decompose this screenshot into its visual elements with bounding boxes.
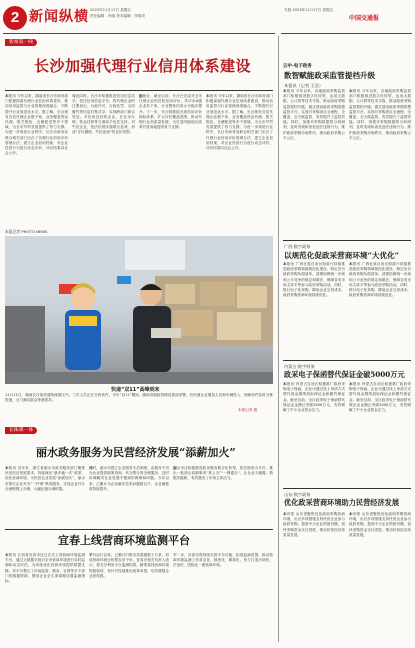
right-item-2-sub: 广西·数字政务: [284, 244, 311, 249]
lead-column-4: 本报讯 今年以来，湖南省长沙市商务部门积极探索代理行业信用体系建设，推动信用监管与行业管理深度融合，不断提升行业规范化水平。据了解，长沙现有各类代理企业数千家，业务覆盖货运代理、报关报检、仓储配送等多个领域，为全市外贸发展提供了有力支撑。为进一步规范行业秩序，长沙市商务局联合相关部门出台了代理行业信用评价管理办法，建立企业信用档案，对企业经营行为进行动态评价，评价结果向社会公开。: [206, 94, 273, 151]
page-number-badge: 2: [3, 6, 27, 30]
story3-headline: 宜春上线营商环境监测平台: [58, 534, 190, 547]
right-item-3-headline: 政采电子保函替代保证金破5000万元: [284, 370, 405, 379]
photo-credit: 本报记者 PHOTO NEWS: [5, 229, 48, 234]
right-item-1-sub: 本报讯（记者 王浩）: [284, 83, 324, 88]
right-item-4-col-1: 本讯报 山东省聚焦优化政府采购营商环境，出台多项措施支持民营企业参与政府采购，提高中小企业预留份额，加快采购资金支付进度，推动民营经济高质量发展。: [283, 512, 345, 537]
photo-caption-credit: 本报记者 摄: [238, 408, 258, 412]
photo-caption: 11月11日，湖南长沙某快递物流园区内，工作人员正在分拣快件。今年“双11”期间，湖南省邮政管理局提前部署，各快递企业增加人员和车辆投入，保障快件及时分拣投递，全力满足群众寄递需求。: [5, 393, 273, 402]
right-item-4-headline: 优化政采营商环境助力民营经济发展: [284, 498, 400, 507]
story2-headline: 丽水政务服务为民营经济发展“添薪加火”: [36, 446, 236, 459]
story2-rule: [5, 529, 273, 530]
right-rule-2: [283, 360, 411, 361]
story3-column-1: 本报讯 江西省宜春市近日正式上线营商环境监测平台，通过大数据手段对全市营商环境进行实时监测和动态评估，为持续优化营商环境提供数据支撑。该平台整合了市场监管、税务、社保等多个部门的数据资源，围绕企业全生命周期设置监测指标。: [5, 553, 85, 584]
story2-column-1: 本报讯 近年来，浙江省丽水市政务服务部门聚焦民营经济发展需求，持续深化“最多跑一次”改革，优化营商环境，为民营企业发展“添薪加火”。丽水市推行企业开办“一件事”集成服务，实现企业开办全流程网上办理，大幅压缩办理时限。: [5, 466, 85, 491]
right-item-2-headline: 以规范化促政采营商环境“大优化”: [284, 251, 400, 260]
right-header-rule: [281, 33, 412, 34]
right-rule-3: [283, 488, 411, 489]
right-item-3-col-1: 本报讯 内蒙古自治区积极推广政府采购电子保函，企业可通过线上申请方式替代现金缴纳投标保证金和履约保证金。截至目前，全区政采电子保函替代保证金金额已突破5000万元，有效缓解了中小企业资金压力。: [283, 382, 345, 413]
story2-column-3: 丽水市还积极推进政务服务数字化转型，依托浙里办平台，推出一批涉企高频事项“掌上办”“一网通办”，让企业少跑腿、数据多跑路，有效激发了市场主体活力。: [173, 466, 273, 481]
right-item-1-headline: 数智赋能政采监管提档升级: [284, 71, 376, 80]
section-title: 新闻纵横: [29, 9, 89, 25]
right-item-3-sub: 内蒙古·数字财务: [284, 364, 315, 369]
date-line: 2023年11月17日 星期五: [90, 8, 131, 12]
column-divider: [278, 36, 279, 642]
lead-story-tag: 新闻第一线: [5, 39, 37, 46]
right-paper-name: 中国交通报: [349, 15, 380, 22]
editor-line: 责任编辑：肖晓 美术编辑：李明亮: [90, 14, 146, 18]
right-item-1-col-2: 本报讯 今年以来，各地政府采购监管部门积极推进数字化转型，运用大数据、云计算等技术手段，推动政府采购监管提档升级。通过建设政府采购智慧监管平台，实现对采购项目全流程、全覆盖、全天候监管，有效提升了监管效能。同时，加强对采购数据的分析研判，及时发现和查处违法违规行为，维护政府采购市场秩序，推动政府采购公平公正。: [349, 89, 411, 140]
right-item-2-col-2: 本报讯 广西壮族自治区财政厅持续推进政府采购领域规范化建设，制定出台政府采购负面清单，清理妨碍统一市场和公平竞争的规定和做法，保障各类市场主体平等参与政府采购活动。同时，推行电子化采购，降低企业交易成本，政府采购营商环境持续优化。: [349, 262, 411, 298]
right-item-4-col-2: 本讯报 山东省聚焦优化政府采购营商环境，出台多项措施支持民营企业参与政府采购，提高中小企业预留份额，加快采购资金支付进度，推动民营经济高质量发展。: [349, 512, 411, 537]
lead-column-2: 与此同时，长沙市积极推进信用信息共享，依托信用信息平台，将代理企业的注册登记、行政许可、行政处罚、合同履约等信息归集共享，实现跨部门联合奖惩。对信用良好的企业，在业务办理、资金扶持等方面给予优先支持；对失信企业，依法依规实施联合惩戒，形成“守信激励、失信惩戒”的良好氛围。: [72, 94, 135, 135]
story3-column-3: 下一步，宜春市将持续完善平台功能，拓展监测范围，推动营商环境监测工作常态化、制度化、精准化，努力打造市场化、法治化、国际化一流营商环境。: [173, 553, 273, 568]
right-item-1-col-1: 本报讯 今年以来，各地政府采购监管部门积极推进数字化转型，运用大数据、云计算等技术手段，推动政府采购监管提档升级。通过建设政府采购智慧监管平台，实现对采购项目全流程、全覆盖、全天候监管，有效提升了监管效能。同时，加强对采购数据的分析研判，及时发现和查处违法违规行为，维护政府采购市场秩序，推动政府采购公平公正。: [283, 89, 345, 140]
right-item-2-col-1: 本报讯 广西壮族自治区财政厅持续推进政府采购领域规范化建设，制定出台政府采购负面清单，清理妨碍统一市场和公平竞争的规定和做法，保障各类市场主体平等参与政府采购活动。同时，推行电子化采购，降低企业交易成本，政府采购营商环境持续优化。: [283, 262, 345, 298]
right-item-3-col-2: 本报讯 内蒙古自治区积极推广政府采购电子保函，企业可通过线上申请方式替代现金缴纳投标保证金和履约保证金。截至目前，全区政采电子保函替代保证金金额已突破5000万元，有效缓解了中小企业资金压力。: [349, 382, 411, 413]
right-item-4-sub: 山东·数字政务: [284, 492, 311, 497]
news-photo: [5, 236, 273, 384]
lead-rule: [5, 90, 273, 91]
right-edition-line: 专版 2023年11月17日 星期五: [284, 8, 334, 12]
photo-illustration: [5, 236, 273, 384]
lead-headline: 长沙加强代理行业信用体系建设: [34, 57, 252, 75]
right-section-tag: 云中·电子政务: [283, 64, 312, 69]
photo-caption-title: 快递“双11”高峰到来: [111, 387, 160, 393]
story2-column-2: 同时，丽水市建立企业服务专员制度，由服务专员为企业提供政策咨询、代办帮办等全程服务，及时协调解决企业发展中遇到的困难和问题。今年以来，已累计为企业解决各类问题数百个，企业满意度持续提升。: [89, 466, 169, 491]
lead-column-1: 本报讯 今年以来，湖南省长沙市商务部门积极探索代理行业信用体系建设，推动信用监管与行业管理深度融合，不断提升行业规范化水平。据了解，长沙现有各类代理企业数千家，业务覆盖货运代理、报关报检、仓储配送等多个领域，为全市外贸发展提供了有力支撑。为进一步规范行业秩序，长沙市商务局联合相关部门出台了代理行业信用评价管理办法，建立企业信用档案，对企业经营行为进行动态评价，评价结果向社会公开。: [5, 94, 68, 156]
story3-column-2: 平台运行以来，已累计归集各类数据数十万条，形成营商环境分析报告若干份。宜春市相关负责人表示，将充分利用平台监测结果，精准查找营商环境短板弱项，有针对性地推出改革举措，切实增强企业获得感。: [89, 553, 169, 578]
lead-column-3: 据统计，截至目前，长沙已完成对全市代理企业的首轮信用评价，共评出A级企业若干家，行业整体信用水平稳步提升。下一步，长沙将继续完善信用评价指标体系，扩大评价覆盖范围，推动代理行业高质量发展，为打造内陆地区改革开放高地提供有力支撑。: [139, 94, 202, 130]
header-rule: [3, 33, 275, 34]
story2-tag: 长株潭一体: [5, 427, 37, 434]
right-rule-1: [283, 240, 411, 241]
